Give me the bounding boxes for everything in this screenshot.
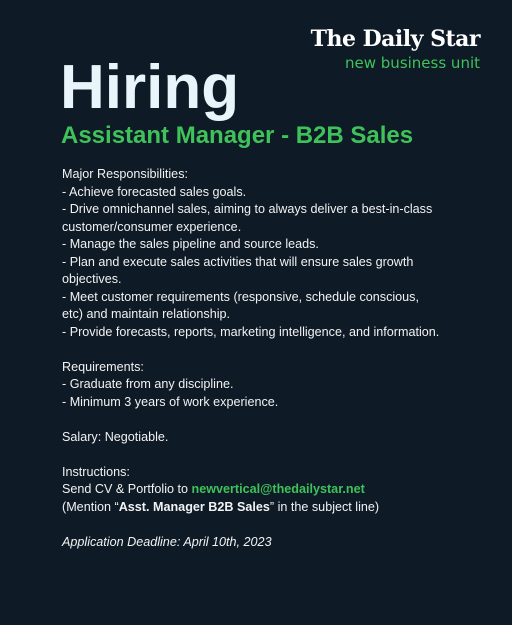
requirement-line: - Graduate from any discipline. [62,377,234,391]
brand-unit: new business unit [345,54,480,72]
responsibilities-label: Major Responsibilities: [62,167,188,181]
responsibility-line: objectives. [62,272,122,286]
mention-subject: Asst. Manager B2B Sales [118,499,270,514]
send-cv-line [62,481,482,499]
responsibility-line: - Plan and execute sales activities that will ensure sales growth [62,254,414,269]
page-title: Hiring [60,53,240,122]
mention-prefix: (Mention “ [62,499,119,514]
brand-block [311,26,480,72]
mention-line [62,499,482,517]
responsibility-line: - Drive omnichannel sales, aiming to always deliver a best-in-class [62,202,433,216]
spacer [62,446,482,464]
salary-text: Salary: Negotiable. [62,429,169,444]
position-title: Assistant Manager - B2B Sales [61,122,414,149]
requirement-line: - Minimum 3 years of work experience. [62,394,279,409]
send-cv-prefix: Send CV & Portfolio to [62,482,192,496]
responsibility-line: customer/consumer experience. [62,219,242,234]
spacer [62,516,482,534]
requirements-label: Requirements: [62,359,144,374]
responsibility-line: - Meet customer requirements (responsive, schedule conscious, [62,289,419,304]
responsibility-line: - Manage the sales pipeline and source leads. [62,237,319,251]
mention-suffix: ” in the subject line) [269,499,380,514]
brand-logo: The Daily Star [310,26,480,52]
responsibility-line: - Achieve forecasted sales goals. [62,184,247,199]
responsibility-line: etc) and maintain relationship. [62,307,231,321]
deadline-text: Application Deadline: April 10th, 2023 [62,534,272,549]
spacer [62,341,482,359]
email-link[interactable]: newvertical@thedailystar.net [191,482,365,496]
spacer [62,411,482,429]
job-description [62,166,482,551]
responsibility-line: - Provide forecasts, reports, marketing intelligence, and information. [62,324,440,339]
instructions-label: Instructions: [62,464,130,479]
